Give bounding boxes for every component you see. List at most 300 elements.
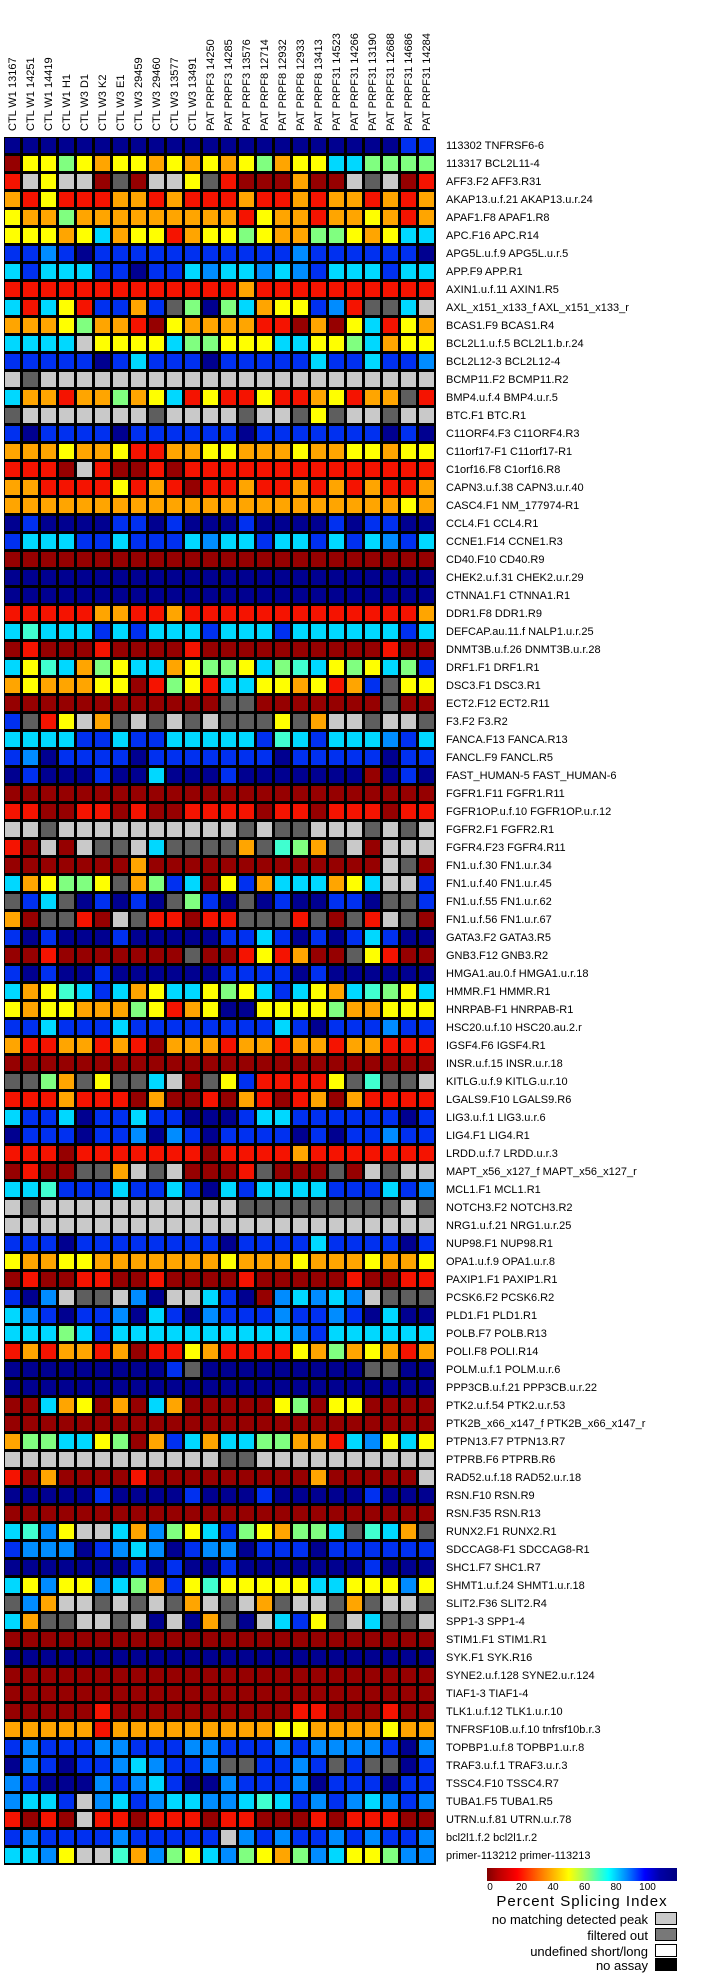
- heatmap-cell: [292, 281, 309, 298]
- heatmap-cell: [238, 191, 255, 208]
- heatmap-cell: [238, 1163, 255, 1180]
- heatmap-cell: [22, 1217, 39, 1234]
- heatmap-cell: [202, 677, 219, 694]
- heatmap-cell: [256, 317, 273, 334]
- heatmap-cell: [76, 281, 93, 298]
- heatmap-cell: [130, 209, 147, 226]
- heatmap-cell: [328, 1739, 345, 1756]
- heatmap-cell: [274, 911, 291, 928]
- heatmap-cell: [274, 1397, 291, 1414]
- heatmap-cell: [184, 1775, 201, 1792]
- heatmap-cell: [148, 1649, 165, 1666]
- heatmap-cell: [76, 1001, 93, 1018]
- heatmap-cell: [400, 713, 417, 730]
- heatmap-cell: [292, 1469, 309, 1486]
- heatmap-cell: [418, 1739, 435, 1756]
- heatmap-cell: [94, 749, 111, 766]
- row-label: GATA3.F2 GATA3.R5: [446, 932, 551, 944]
- heatmap-cell: [58, 857, 75, 874]
- heatmap-cell: [418, 1217, 435, 1234]
- heatmap-cell: [94, 569, 111, 586]
- heatmap-cell: [382, 191, 399, 208]
- heatmap-cell: [22, 1811, 39, 1828]
- heatmap-cell: [22, 281, 39, 298]
- heatmap-cell: [418, 353, 435, 370]
- heatmap-cell: [364, 623, 381, 640]
- heatmap-cell: [22, 1199, 39, 1216]
- heatmap-cell: [346, 677, 363, 694]
- heatmap-cell: [76, 1253, 93, 1270]
- heatmap-cell: [76, 1685, 93, 1702]
- heatmap-cell: [382, 497, 399, 514]
- heatmap-cell: [76, 965, 93, 982]
- heatmap-cell: [4, 1415, 21, 1432]
- row-label: HMGA1.au.0.f HMGA1.u.r.18: [446, 968, 589, 980]
- heatmap-cell: [292, 1055, 309, 1072]
- row-label: TOPBP1.u.f.8 TOPBP1.u.r.8: [446, 1742, 585, 1754]
- heatmap-cell: [112, 893, 129, 910]
- heatmap-cell: [274, 479, 291, 496]
- heatmap-cell: [238, 1451, 255, 1468]
- heatmap-cell: [418, 1433, 435, 1450]
- heatmap-cell: [202, 479, 219, 496]
- heatmap-cell: [400, 1037, 417, 1054]
- heatmap-cell: [4, 1739, 21, 1756]
- heatmap-cell: [4, 1019, 21, 1036]
- heatmap-cell: [148, 1325, 165, 1342]
- heatmap-cell: [400, 1577, 417, 1594]
- heatmap-cell: [202, 587, 219, 604]
- heatmap-cell: [328, 731, 345, 748]
- heatmap-cell: [256, 1055, 273, 1072]
- heatmap-cell: [238, 893, 255, 910]
- heatmap-cell: [220, 1721, 237, 1738]
- heatmap-cell: [130, 1379, 147, 1396]
- column-label: PAT PRPF8 13413: [313, 39, 325, 131]
- heatmap-cell: [184, 497, 201, 514]
- heatmap-cell: [76, 695, 93, 712]
- heatmap-cell: [130, 137, 147, 154]
- heatmap-cell: [184, 785, 201, 802]
- heatmap-cell: [310, 731, 327, 748]
- heatmap-cell: [238, 1487, 255, 1504]
- heatmap-cell: [238, 1847, 255, 1864]
- heatmap-cell: [166, 191, 183, 208]
- heatmap-cell: [4, 713, 21, 730]
- heatmap-cell: [418, 1721, 435, 1738]
- heatmap-cell: [256, 299, 273, 316]
- heatmap-cell: [148, 1613, 165, 1630]
- heatmap-cell: [364, 1649, 381, 1666]
- heatmap-cell: [256, 1145, 273, 1162]
- heatmap-cell: [40, 1811, 57, 1828]
- heatmap-cell: [76, 911, 93, 928]
- row-label: NOTCH3.F2 NOTCH3.R2: [446, 1202, 573, 1214]
- heatmap-cell: [364, 317, 381, 334]
- heatmap-cell: [112, 155, 129, 172]
- heatmap-cell: [76, 209, 93, 226]
- heatmap-cell: [94, 1739, 111, 1756]
- heatmap-cell: [220, 1199, 237, 1216]
- heatmap-cell: [112, 299, 129, 316]
- heatmap-cell: [58, 551, 75, 568]
- heatmap-cell: [148, 191, 165, 208]
- heatmap-cell: [94, 335, 111, 352]
- heatmap-cell: [76, 605, 93, 622]
- heatmap-cell: [382, 245, 399, 262]
- heatmap-cell: [364, 335, 381, 352]
- heatmap-cell: [310, 587, 327, 604]
- heatmap-cell: [292, 1829, 309, 1846]
- heatmap-cell: [382, 767, 399, 784]
- heatmap-cell: [112, 875, 129, 892]
- heatmap-cell: [112, 1613, 129, 1630]
- heatmap-cell: [418, 1667, 435, 1684]
- heatmap-cell: [76, 1343, 93, 1360]
- row-label: HSC20.u.f.10 HSC20.au.2.r: [446, 1022, 582, 1034]
- heatmap-cell: [346, 911, 363, 928]
- heatmap-cell: [202, 515, 219, 532]
- heatmap-cell: [220, 191, 237, 208]
- heatmap-cell: [400, 1289, 417, 1306]
- heatmap-cell: [364, 1523, 381, 1540]
- heatmap-cell: [256, 1649, 273, 1666]
- heatmap-cell: [94, 425, 111, 442]
- heatmap-cell: [256, 461, 273, 478]
- heatmap-cell: [256, 1505, 273, 1522]
- heatmap-cell: [220, 1541, 237, 1558]
- heatmap-cell: [40, 245, 57, 262]
- heatmap-cell: [4, 1253, 21, 1270]
- heatmap-cell: [184, 1595, 201, 1612]
- heatmap-cell: [22, 875, 39, 892]
- heatmap-cell: [310, 1307, 327, 1324]
- heatmap-cell: [4, 1829, 21, 1846]
- heatmap-cell: [328, 1307, 345, 1324]
- heatmap-cell: [274, 1091, 291, 1108]
- row-label: PCSK6.F2 PCSK6.R2: [446, 1292, 555, 1304]
- heatmap-cell: [310, 1073, 327, 1090]
- heatmap-cell: [4, 947, 21, 964]
- heatmap-cell: [40, 1793, 57, 1810]
- heatmap-cell: [238, 245, 255, 262]
- heatmap-cell: [58, 479, 75, 496]
- heatmap-cell: [274, 155, 291, 172]
- heatmap-cell: [130, 1253, 147, 1270]
- heatmap-cell: [202, 947, 219, 964]
- heatmap-cell: [400, 731, 417, 748]
- heatmap-cell: [256, 335, 273, 352]
- heatmap-cell: [256, 1217, 273, 1234]
- heatmap-cell: [202, 839, 219, 856]
- heatmap-cell: [220, 875, 237, 892]
- heatmap-cell: [148, 1001, 165, 1018]
- heatmap-cell: [256, 407, 273, 424]
- heatmap-cell: [292, 1775, 309, 1792]
- heatmap-cell: [94, 263, 111, 280]
- heatmap-cell: [310, 1685, 327, 1702]
- heatmap-cell: [292, 533, 309, 550]
- heatmap-cell: [58, 713, 75, 730]
- heatmap-cell: [112, 803, 129, 820]
- heatmap-cell: [274, 767, 291, 784]
- heatmap-cell: [58, 1631, 75, 1648]
- heatmap-cell: [112, 353, 129, 370]
- heatmap-cell: [4, 1271, 21, 1288]
- heatmap-cell: [238, 1145, 255, 1162]
- heatmap-cell: [256, 713, 273, 730]
- heatmap-cell: [76, 155, 93, 172]
- heatmap-cell: [418, 1811, 435, 1828]
- heatmap-cell: [58, 749, 75, 766]
- heatmap-cell: [22, 1091, 39, 1108]
- heatmap-cell: [112, 1379, 129, 1396]
- heatmap-cell: [400, 1505, 417, 1522]
- row-label: LRDD.u.f.7 LRDD.u.r.3: [446, 1148, 558, 1160]
- heatmap-cell: [94, 281, 111, 298]
- heatmap-cell: [202, 389, 219, 406]
- heatmap-cell: [364, 803, 381, 820]
- heatmap-cell: [22, 407, 39, 424]
- heatmap-cell: [220, 1559, 237, 1576]
- heatmap-cell: [310, 1667, 327, 1684]
- heatmap-cell: [148, 371, 165, 388]
- heatmap-cell: [328, 785, 345, 802]
- heatmap-cell: [274, 461, 291, 478]
- heatmap-cell: [184, 1235, 201, 1252]
- heatmap-cell: [76, 1667, 93, 1684]
- heatmap-cell: [256, 749, 273, 766]
- heatmap-cell: [310, 1649, 327, 1666]
- heatmap-cell: [256, 1001, 273, 1018]
- column-label: PAT PRPF31 14686: [403, 33, 415, 131]
- heatmap-cell: [382, 839, 399, 856]
- heatmap-cell: [184, 1127, 201, 1144]
- heatmap-cell: [22, 173, 39, 190]
- row-label: HNRPAB-F1 HNRPAB-R1: [446, 1004, 574, 1016]
- heatmap-cell: [58, 1775, 75, 1792]
- heatmap-cell: [202, 749, 219, 766]
- heatmap-cell: [310, 1559, 327, 1576]
- heatmap-cell: [364, 1127, 381, 1144]
- heatmap-cell: [274, 749, 291, 766]
- heatmap-cell: [364, 1667, 381, 1684]
- heatmap-cell: [148, 965, 165, 982]
- heatmap-cell: [256, 1667, 273, 1684]
- heatmap-cell: [310, 1793, 327, 1810]
- heatmap-cell: [58, 1055, 75, 1072]
- heatmap-cell: [382, 713, 399, 730]
- heatmap-cell: [346, 1613, 363, 1630]
- heatmap-cell: [400, 1433, 417, 1450]
- heatmap-cell: [364, 1613, 381, 1630]
- heatmap-cell: [310, 1253, 327, 1270]
- heatmap-cell: [184, 1577, 201, 1594]
- heatmap-cell: [238, 1523, 255, 1540]
- heatmap-cell: [22, 1721, 39, 1738]
- row-label: GNB3.F12 GNB3.R2: [446, 950, 549, 962]
- heatmap-cell: [4, 1685, 21, 1702]
- heatmap-cell: [310, 659, 327, 676]
- heatmap-cell: [22, 1415, 39, 1432]
- heatmap-cell: [328, 1649, 345, 1666]
- heatmap-cell: [4, 749, 21, 766]
- heatmap-cell: [274, 1145, 291, 1162]
- heatmap-cell: [400, 1127, 417, 1144]
- heatmap-cell: [382, 1685, 399, 1702]
- heatmap-cell: [346, 1343, 363, 1360]
- heatmap-cell: [184, 1631, 201, 1648]
- heatmap-cell: [58, 1577, 75, 1594]
- heatmap-cell: [310, 803, 327, 820]
- heatmap-cell: [76, 1739, 93, 1756]
- heatmap-cell: [346, 1757, 363, 1774]
- heatmap-cell: [76, 1181, 93, 1198]
- heatmap-cell: [58, 641, 75, 658]
- heatmap-cell: [58, 443, 75, 460]
- heatmap-cell: [202, 1379, 219, 1396]
- heatmap-cell: [76, 1163, 93, 1180]
- heatmap-cell: [112, 659, 129, 676]
- heatmap-cell: [418, 767, 435, 784]
- heatmap-cell: [40, 389, 57, 406]
- heatmap-cell: [418, 623, 435, 640]
- heatmap-cell: [274, 1577, 291, 1594]
- heatmap-cell: [364, 767, 381, 784]
- heatmap-cell: [346, 1127, 363, 1144]
- heatmap-cell: [400, 173, 417, 190]
- heatmap-cell: [274, 1685, 291, 1702]
- heatmap-cell: [328, 515, 345, 532]
- heatmap-cell: [148, 821, 165, 838]
- heatmap-cell: [220, 731, 237, 748]
- heatmap-cell: [4, 137, 21, 154]
- heatmap-cell: [76, 749, 93, 766]
- heatmap-cell: [238, 1091, 255, 1108]
- heatmap-cell: [40, 1775, 57, 1792]
- heatmap-cell: [94, 227, 111, 244]
- heatmap-cell: [148, 443, 165, 460]
- heatmap-cell: [148, 1469, 165, 1486]
- heatmap-cell: [220, 263, 237, 280]
- heatmap-cell: [130, 1199, 147, 1216]
- heatmap-cell: [238, 857, 255, 874]
- heatmap-cell: [346, 1217, 363, 1234]
- heatmap-cell: [94, 1595, 111, 1612]
- heatmap-cell: [130, 929, 147, 946]
- heatmap-cell: [112, 911, 129, 928]
- heatmap-cell: [22, 1451, 39, 1468]
- heatmap-cell: [346, 407, 363, 424]
- heatmap-cell: [58, 1451, 75, 1468]
- heatmap-cell: [238, 1829, 255, 1846]
- heatmap-cell: [76, 353, 93, 370]
- heatmap-cell: [130, 1487, 147, 1504]
- heatmap-cell: [112, 137, 129, 154]
- heatmap-cell: [274, 1289, 291, 1306]
- heatmap-cell: [76, 1469, 93, 1486]
- heatmap-cell: [94, 1469, 111, 1486]
- heatmap-cell: [364, 1271, 381, 1288]
- heatmap-cell: [4, 1793, 21, 1810]
- row-label: KITLG.u.f.9 KITLG.u.r.10: [446, 1076, 568, 1088]
- heatmap-cell: [22, 1541, 39, 1558]
- heatmap-cell: [58, 803, 75, 820]
- heatmap-cell: [130, 1577, 147, 1594]
- heatmap-cell: [274, 1667, 291, 1684]
- heatmap-cell: [58, 1001, 75, 1018]
- heatmap-cell: [58, 1361, 75, 1378]
- heatmap-cell: [238, 1685, 255, 1702]
- heatmap-cell: [382, 461, 399, 478]
- heatmap-cell: [364, 731, 381, 748]
- heatmap-cell: [112, 1451, 129, 1468]
- heatmap-cell: [256, 1433, 273, 1450]
- heatmap-cell: [364, 1379, 381, 1396]
- heatmap-cell: [364, 389, 381, 406]
- heatmap-cell: [40, 803, 57, 820]
- heatmap-cell: [94, 965, 111, 982]
- heatmap-cell: [382, 1091, 399, 1108]
- heatmap-cell: [184, 731, 201, 748]
- column-label: CTL W1 14419: [43, 57, 55, 131]
- heatmap-cell: [148, 497, 165, 514]
- heatmap-cell: [418, 677, 435, 694]
- heatmap-cell: [166, 1127, 183, 1144]
- heatmap-cell: [94, 155, 111, 172]
- heatmap-cell: [130, 1847, 147, 1864]
- heatmap-cell: [58, 1127, 75, 1144]
- heatmap-cell: [148, 1055, 165, 1072]
- heatmap-cell: [166, 335, 183, 352]
- heatmap-cell: [202, 1415, 219, 1432]
- heatmap-cell: [400, 1721, 417, 1738]
- heatmap-cell: [274, 839, 291, 856]
- heatmap-cell: [274, 1199, 291, 1216]
- heatmap-cell: [148, 1523, 165, 1540]
- heatmap-cell: [148, 1073, 165, 1090]
- heatmap-cell: [382, 227, 399, 244]
- heatmap-cell: [94, 299, 111, 316]
- heatmap-cell: [22, 1055, 39, 1072]
- heatmap-cell: [40, 1505, 57, 1522]
- heatmap-cell: [400, 695, 417, 712]
- heatmap-cell: [292, 713, 309, 730]
- heatmap-cell: [418, 785, 435, 802]
- heatmap-cell: [184, 1271, 201, 1288]
- heatmap-cell: [256, 1181, 273, 1198]
- heatmap-cell: [364, 677, 381, 694]
- heatmap-cell: [328, 407, 345, 424]
- heatmap-cell: [148, 1811, 165, 1828]
- heatmap-cell: [166, 1577, 183, 1594]
- heatmap-cell: [202, 893, 219, 910]
- heatmap-cell: [22, 569, 39, 586]
- heatmap-cell: [94, 407, 111, 424]
- heatmap-cell: [292, 173, 309, 190]
- heatmap-cell: [184, 1649, 201, 1666]
- heatmap-cell: [148, 533, 165, 550]
- heatmap-cell: [310, 1847, 327, 1864]
- heatmap-cell: [310, 533, 327, 550]
- heatmap-cell: [4, 1379, 21, 1396]
- heatmap-cell: [4, 281, 21, 298]
- heatmap-cell: [220, 1829, 237, 1846]
- heatmap-cell: [382, 1325, 399, 1342]
- heatmap-cell: [40, 1523, 57, 1540]
- heatmap-cell: [202, 1019, 219, 1036]
- heatmap-cell: [400, 1667, 417, 1684]
